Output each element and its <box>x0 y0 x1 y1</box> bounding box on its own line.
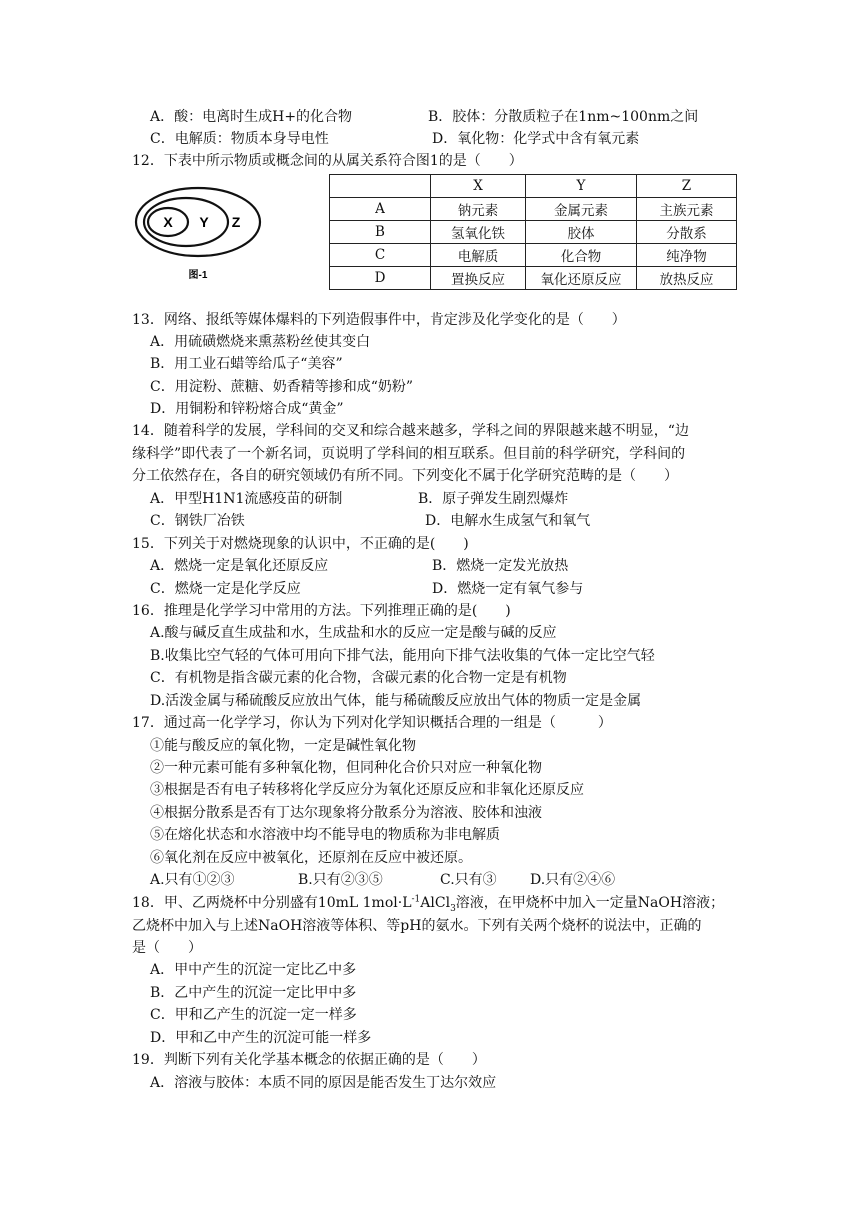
q16-option-d: D.活泼金属与稀硫酸反应放出气体，能与稀硫酸反应放出气体的物质一定是金属 <box>150 693 642 709</box>
table-header-row <box>330 175 737 198</box>
ellipse-y <box>144 198 228 246</box>
q12-stem: 12．下表中所示物质或概念间的从属关系符合图1的是（ ） <box>132 153 523 169</box>
table-cell: D <box>330 267 431 290</box>
q12-table <box>329 174 737 290</box>
q17-option-d: D.只有②④⑥ <box>530 872 616 888</box>
q18-stem-text: 18．甲、乙两烧杯中分别盛有10mL 1mol·L <box>132 895 412 911</box>
q18-subscript: 3 <box>450 903 456 914</box>
q16-option-b: B.收集比空气轻的气体可用向下排气法，能用向下排气法收集的气体一定比空气轻 <box>150 648 655 664</box>
q18-formula: AlCl <box>420 895 451 911</box>
fig-label-y: Y <box>199 214 209 230</box>
q12-nested-ellipse-figure <box>132 178 268 282</box>
q16-option-c: C．有机物是指含碳元素的化合物，含碳元素的化合物一定是有机物 <box>150 670 567 686</box>
table-cell: 分散系 <box>637 221 737 244</box>
q14-option-a: A．甲型H1N1流感疫苗的研制 <box>150 491 343 507</box>
q18-option-d: D．甲和乙中产生的沉淀可能一样多 <box>150 1030 372 1046</box>
q14-option-d: D．电解水生成氢气和氧气 <box>425 513 591 529</box>
fig-label-x: X <box>163 214 173 230</box>
table-row <box>330 221 737 244</box>
table-cell: 置换反应 <box>431 267 526 290</box>
table-cell: 放热反应 <box>637 267 737 290</box>
table-row <box>330 198 737 221</box>
table-cell: 氢氧化铁 <box>431 221 526 244</box>
table-row <box>330 267 737 290</box>
q14-option-c: C．钢铁厂冶铁 <box>150 513 245 529</box>
q17-stem: 17．通过高一化学学习，你认为下列对化学知识概括合理的一组是（ ） <box>132 715 612 731</box>
table-header-cell <box>330 175 431 198</box>
table-cell: 电解质 <box>431 244 526 267</box>
q17-item: ③根据是否有电子转移将化学反应分为氧化还原反应和非氧化还原反应 <box>150 782 584 798</box>
table-row <box>330 244 737 267</box>
q15-option-d: D．燃烧一定有氧气参与 <box>432 581 584 597</box>
table-cell: A <box>330 198 431 221</box>
q14-stem-line3: 分工依然存在，各自的研究领域仍有所不同。下列变化不属于化学研究范畴的是（ ） <box>132 468 678 484</box>
table-cell: 纯净物 <box>637 244 737 267</box>
q16-option-a: A.酸与碱反直生成盐和水，生成盐和水的反应一定是酸与碱的反应 <box>150 625 557 641</box>
table-header-cell: Z <box>637 175 737 198</box>
q15-option-c: C．燃烧一定是化学反应 <box>150 581 301 597</box>
q16-stem: 16．推理是化学学习中常用的方法。下列推理正确的是( ) <box>132 603 511 619</box>
q17-option-c: C.只有③ <box>440 872 497 888</box>
q17-option-b: B.只有②③⑤ <box>298 872 383 888</box>
q18-stem-line1 <box>132 894 724 912</box>
table-cell: 主族元素 <box>637 198 737 221</box>
table-cell: 氧化还原反应 <box>526 267 637 290</box>
q18-superscript: -1 <box>411 894 421 905</box>
q18-option-a: A．甲中产生的沉淀一定比乙中多 <box>150 962 357 978</box>
q13-option-a: A．用硫磺燃烧来熏蒸粉丝使其变白 <box>150 334 371 350</box>
q17-item: ②一种元素可能有多种氧化物，但同种化合价只对应一种氧化物 <box>150 760 542 776</box>
q17-item: ④根据分散系是否有丁达尔现象将分散系分为溶液、胶体和浊液 <box>150 805 542 821</box>
q18-option-b: B．乙中产生的沉淀一定比甲中多 <box>150 985 357 1001</box>
q11-option-a: A．酸：电离时生成H+的化合物 <box>150 109 353 125</box>
q11-option-b: B．胶体：分散质粒子在1nm~100nm之间 <box>428 109 699 125</box>
q18-stem-text: 溶液，在甲烧杯中加入一定量NaOH溶液； <box>455 895 725 911</box>
q17-item: ⑥氧化剂在反应中被氧化，还原剂在反应中被还原。 <box>150 850 472 866</box>
q14-stem-line2: 缘科学”即代表了一个新名词，页说明了学科间的相互联系。但目前的科学研究，学科间的 <box>132 446 686 462</box>
q14-option-b: B．原子弹发生剧烈爆炸 <box>418 491 569 507</box>
q13-option-c: C．用淀粉、蔗糖、奶香精等掺和成“奶粉” <box>150 379 414 395</box>
table-cell: 化合物 <box>526 244 637 267</box>
q15-option-a: A．燃烧一定是氧化还原反应 <box>150 558 329 574</box>
q17-item: ①能与酸反应的氧化物，一定是碱性氧化物 <box>150 738 416 754</box>
q19-option-a: A．溶液与胶体：本质不同的原因是能否发生丁达尔效应 <box>150 1075 497 1091</box>
q13-option-d: D．用铜粉和锌粉熔合成“黄金” <box>150 401 344 417</box>
q13-option-b: B．用工业石蜡等给瓜子“美容” <box>150 356 343 372</box>
q17-option-a: A.只有①②③ <box>150 872 235 888</box>
q19-stem: 19．判断下列有关化学基本概念的依据正确的是（ ） <box>132 1052 486 1068</box>
fig-caption: 图-1 <box>188 270 208 281</box>
table-cell: C <box>330 244 431 267</box>
q11-option-d: D．氧化物：化学式中含有氧元素 <box>432 131 640 147</box>
q13-stem: 13．网络、报纸等媒体爆料的下列造假事件中，肯定涉及化学变化的是（ ） <box>132 312 626 328</box>
q17-item: ⑤在熔化状态和水溶液中均不能导电的物质称为非电解质 <box>150 827 500 843</box>
table-cell: 钠元素 <box>431 198 526 221</box>
table-cell: 金属元素 <box>526 198 637 221</box>
table-cell: B <box>330 221 431 244</box>
q18-stem-line2: 乙烧杯中加入与上述NaOH溶液等体积、等pH的氨水。下列有关两个烧杯的说法中，正确的 <box>132 918 702 934</box>
q14-stem-line1: 14．随着科学的发展，学科间的交叉和综合越来越多，学科之间的界限越来越不明显，“边 <box>132 423 689 439</box>
q18-stem-line3: 是（ ） <box>132 940 202 956</box>
q15-stem: 15．下列关于对燃烧现象的认识中，不正确的是( ) <box>132 536 469 552</box>
fig-label-z: Z <box>231 214 241 230</box>
q15-option-b: B．燃烧一定发光放热 <box>432 558 569 574</box>
q18-option-c: C．甲和乙产生的沉淀一定一样多 <box>150 1007 357 1023</box>
q11-option-c: C．电解质：物质本身导电性 <box>150 131 329 147</box>
table-header-cell: X <box>431 175 526 198</box>
table-cell: 胶体 <box>526 221 637 244</box>
table-header-cell: Y <box>526 175 637 198</box>
